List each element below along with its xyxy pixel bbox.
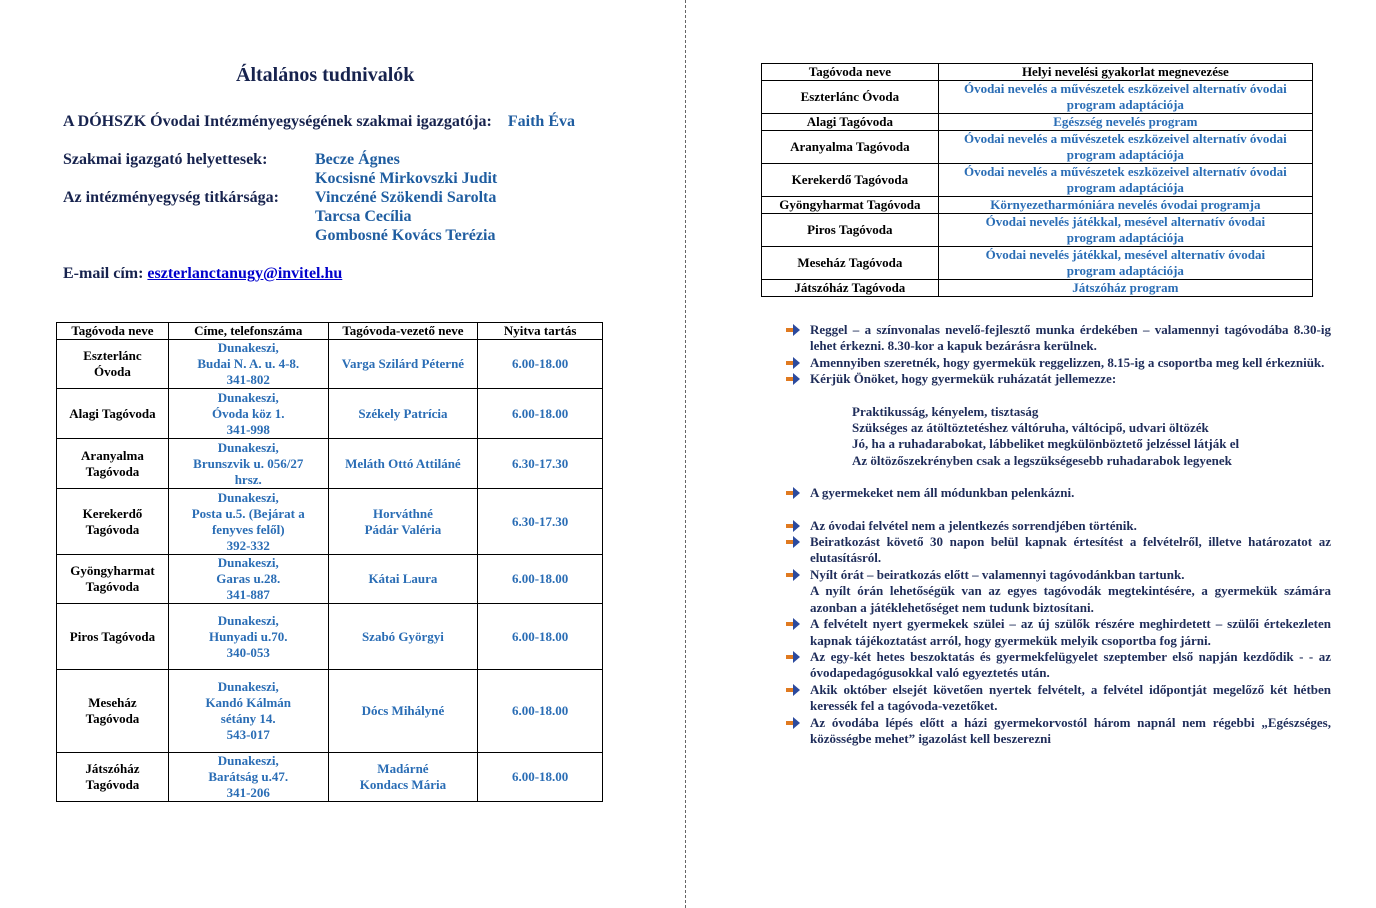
arrow-bullet-icon — [786, 357, 800, 369]
address-cell: Dunakeszi, Óvoda köz 1. 341-998 — [168, 389, 328, 439]
leader-cell: Horváthné Pádár Valéria — [328, 489, 478, 555]
hours-cell: 6.00-18.00 — [478, 670, 603, 753]
email-row — [63, 265, 342, 283]
leader-cell: Madárné Kondacs Mária — [328, 753, 478, 802]
address-cell: Dunakeszi, Brunszvik u. 056/27 hrsz. — [168, 439, 328, 489]
clothing-item: Az öltözőszekrényben csak a legszükségesebb ruhadarabok legyenek — [852, 452, 1232, 468]
list-item: Beiratkozást követő 30 napon belül kapnak értesítést a felvételről, illetve határozatot az elutasításról. — [786, 534, 1331, 567]
email-label: E-mail cím: — [63, 265, 144, 282]
kindergarten-name-cell: Gyöngyharmat Tagóvoda — [57, 555, 169, 604]
secretary-name: Vinczéné Szökendi Sarolta — [315, 189, 497, 206]
kindergarten-contact-table — [56, 322, 603, 802]
table-row — [57, 604, 603, 670]
list-item-continuation: A nyílt órán lehetőségük van az egyes tagóvodák megtekintésére, a gyermekük számára azonban a játéklehetőséget nem tudunk biztosítani. — [810, 583, 1331, 615]
list-item: Kérjük Önöket, hogy gyermekük ruházatát jellemezze: — [786, 371, 1331, 387]
hours-cell: 6.00-18.00 — [478, 555, 603, 604]
list-item: Reggel – a színvonalas nevelő-fejlesztő munka érdekében – valamennyi tagóvodába 8.30-ig lehet érkezni. 8.30-kor a kapuk bezárásra kerülnek. — [786, 322, 1331, 355]
column-header: Tagóvoda-vezető neve — [328, 323, 478, 340]
kindergarten-name-cell: Alagi Tagóvoda — [762, 114, 939, 131]
list-item: A gyermekeket nem áll módunkban pelenkázni. — [786, 485, 1331, 501]
leader-cell: Varga Szilárd Péterné — [328, 340, 478, 389]
hours-cell: 6.30-17.30 — [478, 489, 603, 555]
arrow-bullet-icon — [786, 536, 800, 548]
director-row — [63, 113, 575, 131]
column-header: Helyi nevelési gyakorlat megnevezése — [938, 64, 1312, 81]
table-row — [57, 439, 603, 489]
kindergarten-name-cell: Aranyalma Tagóvoda — [762, 131, 939, 164]
info-bullet-list — [786, 322, 1331, 747]
kindergarten-name-cell: Eszterlánc Óvoda — [57, 340, 169, 389]
secretary-name: Tarcsa Cecília — [315, 208, 412, 225]
hours-cell: 6.00-18.00 — [478, 389, 603, 439]
table-row — [762, 214, 1313, 247]
deputies-label: Szakmai igazgató helyettesek: — [63, 151, 268, 168]
column-header: Címe, telefonszáma — [168, 323, 328, 340]
hours-cell: 6.30-17.30 — [478, 439, 603, 489]
list-item: Az egy-két hetes beszoktatás és gyermekfelügyelet szeptember első napján kezdődik - - az óvodapedagógusokkal való egyeztetés után. — [786, 649, 1331, 682]
arrow-bullet-icon — [786, 373, 800, 385]
column-header: Tagóvoda neve — [762, 64, 939, 81]
table-row — [57, 670, 603, 753]
hours-cell: 6.00-18.00 — [478, 340, 603, 389]
table-row — [57, 340, 603, 389]
program-cell: Óvodai nevelés játékkal, mesével alternatív óvodai program adaptációja — [938, 214, 1312, 247]
kindergarten-name-cell: Gyöngyharmat Tagóvoda — [762, 197, 939, 214]
address-cell: Dunakeszi, Barátság u.47. 341-206 — [168, 753, 328, 802]
table-row — [57, 489, 603, 555]
arrow-bullet-icon — [786, 618, 800, 630]
arrow-bullet-icon — [786, 569, 800, 581]
kindergarten-name-cell: Meseház Tagóvoda — [762, 247, 939, 280]
program-cell: Óvodai nevelés a művészetek eszközeivel alternatív óvodai program adaptációja — [938, 81, 1312, 114]
list-item: Az óvodai felvétel nem a jelentkezés sorrendjében történik. — [786, 518, 1331, 534]
list-item: Nyílt órát – beiratkozás előtt – valamennyi tagóvodánkban tartunk. A nyílt órán lehetőségük van az egyes tagóvodák megtekintésére, a gyermekük számára azonban a játéklehetőséget nem tudunk biztosítani. — [786, 567, 1331, 616]
kindergarten-name-cell: Játszóház Tagóvoda — [57, 753, 169, 802]
table-row — [57, 753, 603, 802]
clothing-item: Szükséges az átöltöztetéshez váltóruha, váltócipő, udvari öltözék — [852, 420, 1209, 436]
kindergarten-name-cell: Aranyalma Tagóvoda — [57, 439, 169, 489]
hours-cell: 6.00-18.00 — [478, 753, 603, 802]
kindergarten-name-cell: Játszóház Tagóvoda — [762, 280, 939, 297]
list-item: Amennyiben szeretnék, hogy gyermekük reggelizzen, 8.15-ig a csoportba meg kell érkezniük. — [786, 355, 1331, 371]
email-link[interactable]: eszterlanctanugy@invitel.hu — [147, 265, 343, 282]
table-row — [762, 81, 1313, 114]
table-row — [762, 197, 1313, 214]
table-row — [57, 555, 603, 604]
page-title: Általános tudnivalók — [236, 64, 415, 86]
address-cell: Dunakeszi, Budai N. A. u. 4-8. 341-802 — [168, 340, 328, 389]
address-cell: Dunakeszi, Posta u.5. (Bejárat a fenyves felől) 392-332 — [168, 489, 328, 555]
table-row — [762, 131, 1313, 164]
column-header: Tagóvoda neve — [57, 323, 169, 340]
kindergarten-name-cell: Eszterlánc Óvoda — [762, 81, 939, 114]
kindergarten-name-cell: Kerekerdő Tagóvoda — [762, 164, 939, 197]
list-item: A felvételt nyert gyermekek szülei – az új szülők részére meghirdetett – szülői értekezleten kapnak tájékoztatást arról, hogy gyermekük melyik csoportba fog járni. — [786, 616, 1331, 649]
arrow-bullet-icon — [786, 717, 800, 729]
secretariat-label: Az intézményegység titkársága: — [63, 189, 279, 206]
leader-cell: Szabó Györgyi — [328, 604, 478, 670]
program-cell: Óvodai nevelés játékkal, mesével alternatív óvodai program adaptációja — [938, 247, 1312, 280]
table-row — [762, 247, 1313, 280]
kindergarten-name-cell: Kerekerdő Tagóvoda — [57, 489, 169, 555]
clothing-item: Praktikusság, kényelem, tisztaság — [852, 403, 1039, 419]
arrow-bullet-icon — [786, 520, 800, 532]
page-fold-divider — [685, 0, 686, 908]
leader-cell: Meláth Ottó Attiláné — [328, 439, 478, 489]
arrow-bullet-icon — [786, 684, 800, 696]
pedagogy-program-table — [761, 63, 1313, 297]
table-row — [57, 389, 603, 439]
secretary-name: Gombosné Kovács Terézia — [315, 227, 496, 244]
program-cell: Környezetharmóniára nevelés óvodai programja — [938, 197, 1312, 214]
program-cell: Játszóház program — [938, 280, 1312, 297]
list-item: Az óvodába lépés előtt a házi gyermekorvostól három napnál nem régebbi „Egészséges, közösségbe mehet” igazolást kell beszerezni — [786, 715, 1331, 748]
arrow-bullet-icon — [786, 651, 800, 663]
address-cell: Dunakeszi, Kandó Kálmán sétány 14. 543-017 — [168, 670, 328, 753]
leader-cell: Kátai Laura — [328, 555, 478, 604]
kindergarten-name-cell: Meseház Tagóvoda — [57, 670, 169, 753]
hours-cell: 6.00-18.00 — [478, 604, 603, 670]
table-row — [762, 164, 1313, 197]
leader-cell: Székely Patrícia — [328, 389, 478, 439]
leader-cell: Dócs Mihályné — [328, 670, 478, 753]
address-cell: Dunakeszi, Garas u.28. 341-887 — [168, 555, 328, 604]
kindergarten-name-cell: Alagi Tagóvoda — [57, 389, 169, 439]
deputy-name: Kocsisné Mirkovszki Judit — [315, 170, 498, 187]
table-row — [762, 280, 1313, 297]
director-name: Faith Éva — [507, 113, 575, 130]
director-label: A DÓHSZK Óvodai Intézményegységének szakmai igazgatója: — [63, 113, 492, 130]
program-cell: Óvodai nevelés a művészetek eszközeivel alternatív óvodai program adaptációja — [938, 131, 1312, 164]
arrow-bullet-icon — [786, 487, 800, 499]
deputy-name: Becze Ágnes — [315, 151, 400, 168]
clothing-item: Jó, ha a ruhadarabokat, lábbeliket megkülönböztető jelzéssel látják el — [852, 436, 1240, 452]
kindergarten-name-cell: Piros Tagóvoda — [762, 214, 939, 247]
program-cell: Óvodai nevelés a művészetek eszközeivel alternatív óvodai program adaptációja — [938, 164, 1312, 197]
kindergarten-name-cell: Piros Tagóvoda — [57, 604, 169, 670]
arrow-bullet-icon — [786, 324, 800, 336]
program-cell: Egészség nevelés program — [938, 114, 1312, 131]
address-cell: Dunakeszi, Hunyadi u.70. 340-053 — [168, 604, 328, 670]
table-row — [762, 114, 1313, 131]
column-header: Nyitva tartás — [478, 323, 603, 340]
list-item: Akik október elsejét követően nyertek felvételt, a felvétel időpontját megelőző két hétben keressék fel a tagóvoda-vezetőket. — [786, 682, 1331, 715]
